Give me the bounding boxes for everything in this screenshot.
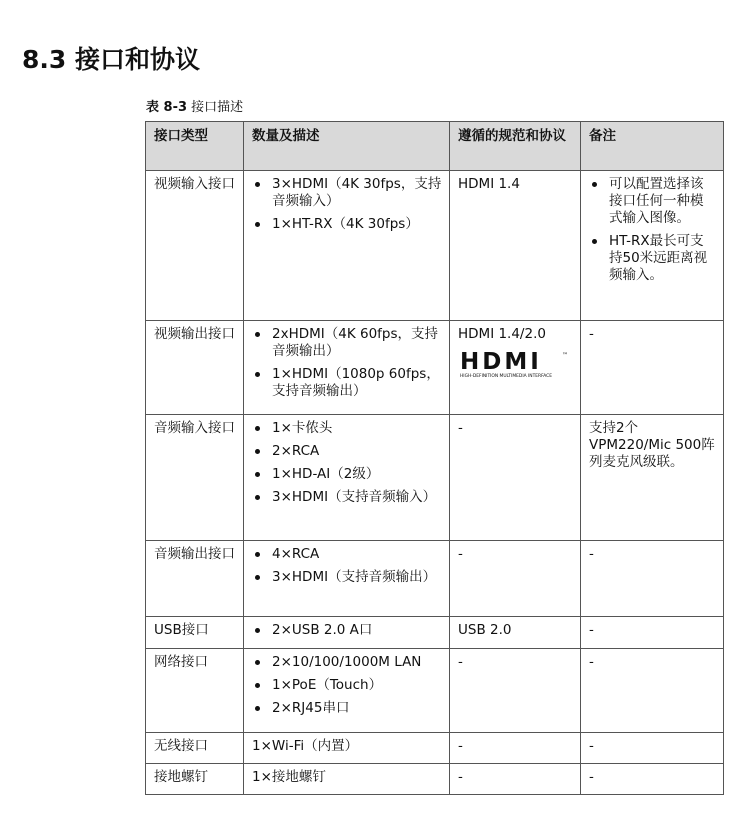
hdmi-logo-wordmark: HDMI: [460, 349, 542, 375]
list-item: 3×HDMI（支持音频输入）: [252, 489, 442, 506]
list-item: 2×10/100/1000M LAN: [252, 654, 442, 671]
cell-description: 1×Wi-Fi（内置）: [244, 733, 450, 764]
description-list: [252, 176, 442, 233]
table-row-network: [146, 649, 724, 733]
description-list: [252, 622, 442, 639]
cell-description: 1×接地螺钉: [244, 764, 450, 795]
cell-spec: USB 2.0: [450, 617, 581, 649]
cell-type: 视频输出接口: [146, 321, 244, 415]
list-item: 4×RCA: [252, 546, 442, 563]
cell-description: [244, 321, 450, 415]
table-header-row: [146, 122, 724, 171]
list-item: 2×USB 2.0 A口: [252, 622, 442, 639]
cell-remark: -: [581, 617, 724, 649]
cell-type: 视频输入接口: [146, 171, 244, 321]
cell-remark: [581, 171, 724, 321]
table-row-usb: [146, 617, 724, 649]
description-list: [252, 420, 442, 506]
cell-spec: -: [450, 733, 581, 764]
list-item: 3×HDMI（支持音频输出）: [252, 569, 442, 586]
list-item: 2×RCA: [252, 443, 442, 460]
header-spec-protocol: 遵循的规范和协议: [450, 122, 581, 171]
cell-type: 音频输出接口: [146, 541, 244, 617]
table-row-audio-output: [146, 541, 724, 617]
section-title: 8.3 接口和协议: [22, 45, 200, 74]
cell-description: [244, 617, 450, 649]
cell-type: 网络接口: [146, 649, 244, 733]
cell-remark: -: [581, 764, 724, 795]
cell-remark: 支持2个VPM220/Mic 500阵列麦克风级联。: [581, 415, 724, 541]
cell-type: 音频输入接口: [146, 415, 244, 541]
table-row-wireless: [146, 733, 724, 764]
header-interface-type: 接口类型: [146, 122, 244, 171]
cell-description: [244, 415, 450, 541]
description-list: [252, 546, 442, 586]
hdmi-logo-trademark: ™: [562, 352, 568, 359]
list-item: 可以配置选择该接口任何一种模式输入图像。: [589, 176, 716, 227]
description-list: [252, 654, 442, 717]
description-list: [252, 326, 442, 400]
cell-spec: [450, 321, 581, 415]
table-caption-text: 接口描述: [191, 100, 244, 115]
cell-type: USB接口: [146, 617, 244, 649]
cell-description: [244, 649, 450, 733]
list-item: 3×HDMI（4K 30fps，支持音频输入）: [252, 176, 442, 210]
table-row-audio-input: [146, 415, 724, 541]
list-item: 1×HD-AI（2级）: [252, 466, 442, 483]
list-item: HT-RX最长可支持50米远距离视频输入。: [589, 233, 716, 284]
cell-type: 接地螺钉: [146, 764, 244, 795]
cell-spec: HDMI 1.4: [450, 171, 581, 321]
list-item: 2×RJ45串口: [252, 700, 442, 717]
cell-type: 无线接口: [146, 733, 244, 764]
cell-spec: -: [450, 649, 581, 733]
list-item: 1×HT-RX（4K 30fps）: [252, 216, 442, 233]
spec-text: HDMI 1.4/2.0: [458, 326, 546, 342]
header-quantity-description: 数量及描述: [244, 122, 450, 171]
cell-spec: -: [450, 415, 581, 541]
cell-spec: -: [450, 764, 581, 795]
list-item: 1×PoE（Touch）: [252, 677, 442, 694]
hdmi-logo-tagline: HIGH-DEFINITION MULTIMEDIA INTERFACE: [460, 374, 552, 379]
hdmi-logo-icon: [458, 349, 572, 379]
remark-list: [589, 176, 716, 284]
interface-table: [145, 121, 724, 795]
table-row-video-input: [146, 171, 724, 321]
cell-remark: -: [581, 733, 724, 764]
cell-description: [244, 171, 450, 321]
header-remark: 备注: [581, 122, 724, 171]
list-item: 1×HDMI（1080p 60fps，支持音频输出）: [252, 366, 442, 400]
table-caption: [146, 96, 243, 115]
cell-spec: -: [450, 541, 581, 617]
cell-description: [244, 541, 450, 617]
cell-remark: -: [581, 541, 724, 617]
list-item: 1×卡侬头: [252, 420, 442, 437]
table-row-video-output: [146, 321, 724, 415]
table-caption-number: 表 8-3: [146, 100, 188, 115]
cell-remark: -: [581, 649, 724, 733]
list-item: 2xHDMI（4K 60fps，支持音频输出）: [252, 326, 442, 360]
table-row-grounding: [146, 764, 724, 795]
cell-remark: -: [581, 321, 724, 415]
